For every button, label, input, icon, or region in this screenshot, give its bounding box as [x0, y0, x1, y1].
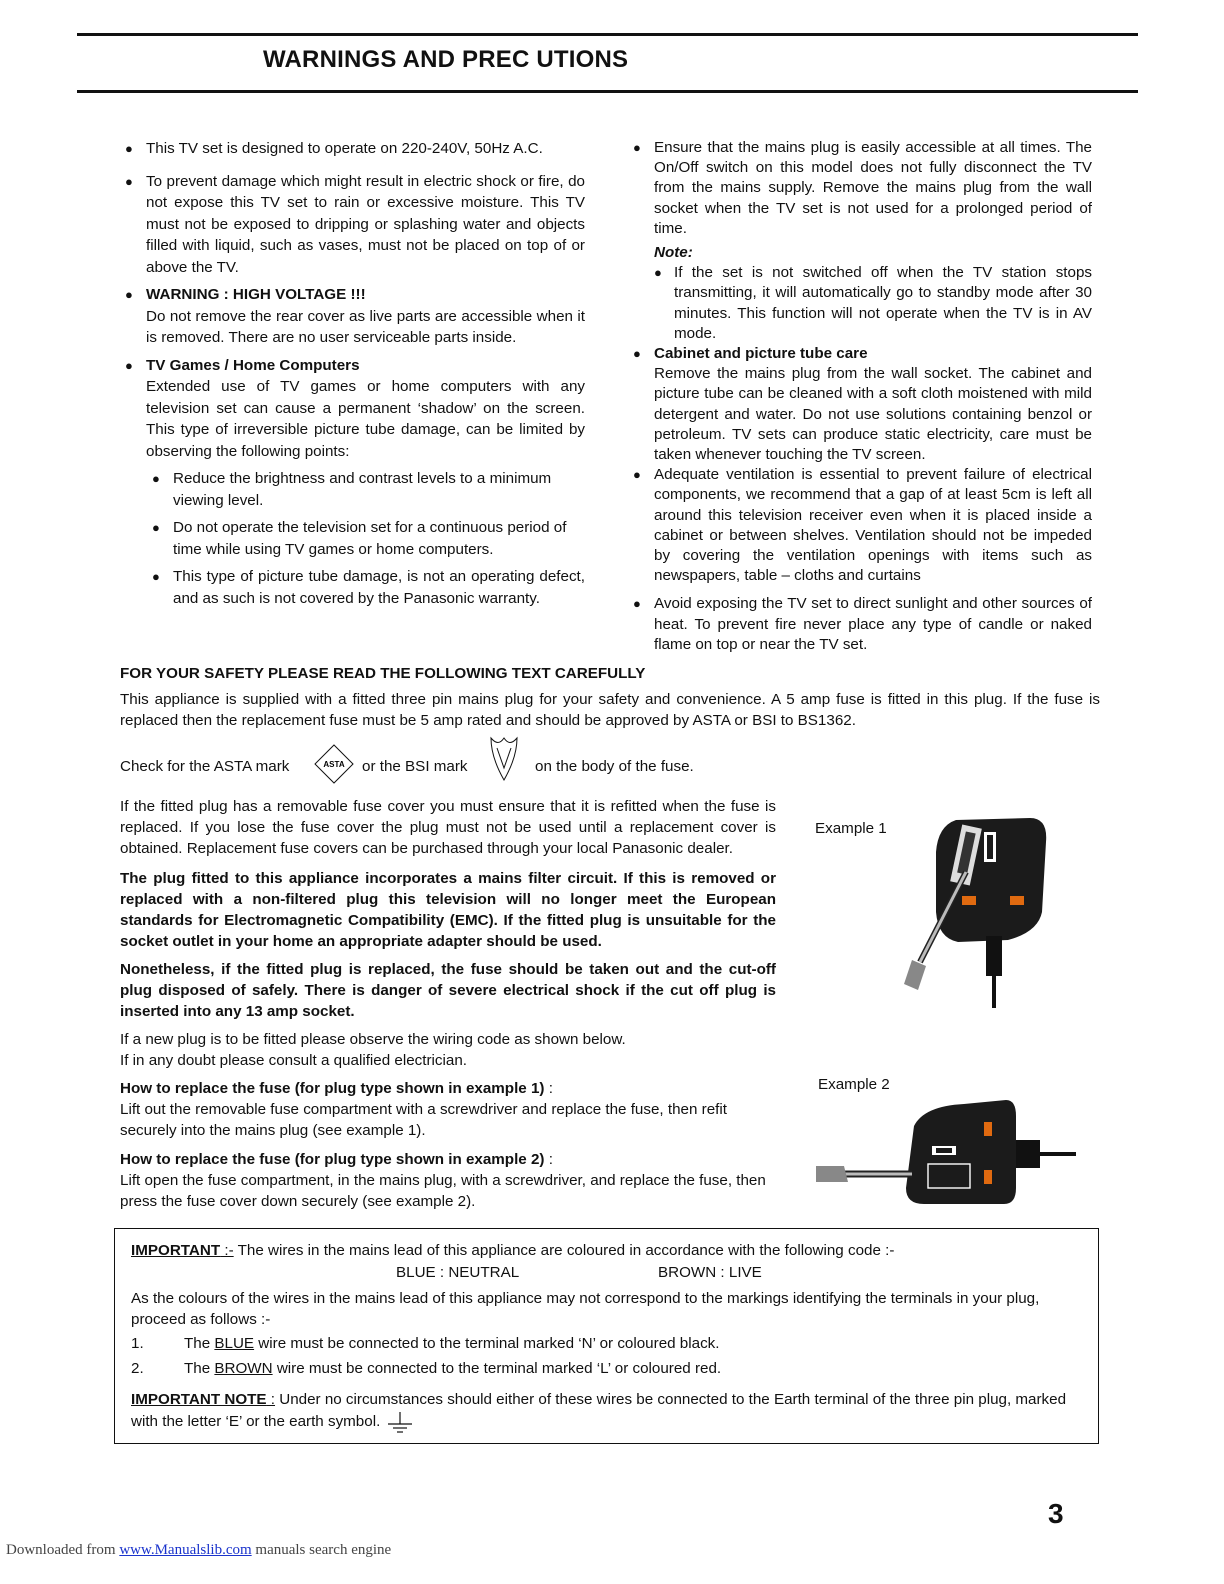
- fuse-replace-example2: How to replace the fuse (for plug type shown in example 2) : Lift open the fuse compartment, in the mains plug, with a screwdriver, and replace the fuse, then press the fuse cover down securely (see example 2).: [120, 1151, 766, 1210]
- important-note: IMPORTANT NOTE : Under no circumstances should either of these wires be connected to the Earth terminal of the three pin plug, marked with the letter ‘E’ or the earth symbol.: [131, 1389, 1083, 1434]
- note-label: Note:: [654, 244, 693, 262]
- tv-games-heading: TV Games / Home Computers: [146, 356, 360, 374]
- list-item: ● Ensure that the mains plug is easily accessible at all times. The On/Off switch on this model does not fully disconnect the TV from the mains supply. Remove the mains plug from the wall socket when the TV set is not used for a prolonged period of time.: [633, 139, 1092, 237]
- bullet-icon: ●: [125, 357, 133, 373]
- left-column: [125, 138, 585, 615]
- top-rule: [77, 33, 1138, 36]
- bsi-kitemark-icon: [484, 734, 524, 790]
- title-underline-rule: [77, 90, 1138, 93]
- manualslib-link[interactable]: www.Manualslib.com: [119, 1542, 252, 1558]
- list-item: ● Avoid exposing the TV set to direct sunlight and other sources of heat. To prevent fire never place any type of candle or naked flame on top or near the TV set.: [633, 595, 1092, 653]
- bullet-icon: ●: [654, 265, 662, 281]
- list-item: ● Adequate ventilation is essential to prevent failure of electrical components, we recommend that a gap of at least 5cm is left all around this television receiver even when it is placed inside a cabinet or between shelves. Ventilation should not be impeded by covering the ventilation openings with items such as newspapers, table – cloths and curtains: [633, 466, 1092, 585]
- sub-list-item: ● This type of picture tube damage, is not an operating defect, and as such is not covered by the Panasonic warranty.: [152, 568, 585, 607]
- brown-live: BROWN : LIVE: [658, 1264, 762, 1281]
- important-intro: IMPORTANT :- The wires in the mains lead of this appliance are coloured in accordance with the following code :-: [131, 1242, 895, 1259]
- bullet-icon: ●: [633, 596, 641, 612]
- bullet-icon: ●: [152, 471, 160, 486]
- bullet-icon: ●: [125, 173, 133, 189]
- bullet-icon: ●: [633, 346, 641, 362]
- cabinet-heading: Cabinet and picture tube care: [654, 345, 868, 363]
- safety-heading: FOR YOUR SAFETY PLEASE READ THE FOLLOWING TEXT CAREFULLY: [120, 665, 646, 682]
- sub-list-item: ● Do not operate the television set for a continuous period of time while using TV games or home computers.: [152, 519, 567, 558]
- important-box: [114, 1228, 1099, 1444]
- sub-list-item: ● Reduce the brightness and contrast levels to a minimum viewing level.: [152, 470, 552, 509]
- wire-step-1: 1. The BLUE wire must be connected to the terminal marked ‘N’ or coloured black.: [131, 1335, 720, 1352]
- list-item: ● Cabinet and picture tube care Remove the mains plug from the wall socket. The cabinet and picture tube can be cleaned with a soft cloth moistened with mild detergent and water. Do not use solutions containing benzol or petroleum. TV sets can produce static electricity, care must be taken whenever touching the TV screen.: [633, 345, 1092, 464]
- plug-example-1-icon: [898, 812, 1058, 1012]
- bullet-icon: ●: [152, 520, 160, 535]
- bullet-icon: ●: [125, 141, 133, 156]
- fuse-replace-example1: How to replace the fuse (for plug type shown in example 1) : Lift out the removable fuse compartment with a screwdriver and replace the fuse, then refit securely into the mains plug (see example 1).: [120, 1080, 727, 1139]
- wiring-note: If a new plug is to be fitted please observe the wiring code as shown below. If in any doubt please consult a qualified electrician.: [120, 1031, 626, 1069]
- note-item: ● If the set is not switched off when the TV station stops transmitting, it will automatically go to standby mode after 30 minutes. This function will not operate when the TV is in AV mode.: [654, 264, 1092, 342]
- page-title: WARNINGS AND PREC UTIONS: [263, 46, 629, 73]
- example-1-label: Example 1: [815, 820, 887, 837]
- list-item: ● WARNING : HIGH VOLTAGE !!! Do not remove the rear cover as live parts are accessible when it is removed. There are no user serviceable parts inside.: [125, 286, 585, 346]
- earth-symbol-icon: [385, 1412, 415, 1434]
- bullet-icon: ●: [633, 467, 641, 483]
- footer: Downloaded from www.Manualslib.com manuals search engine: [6, 1542, 392, 1558]
- warning-heading: WARNING : HIGH VOLTAGE !!!: [146, 286, 366, 303]
- right-column: [633, 138, 1092, 661]
- wire-step-2: 2. The BROWN wire must be connected to the terminal marked ‘L’ or coloured red.: [131, 1360, 722, 1377]
- asta-mark-icon: [313, 742, 355, 788]
- page-number: 3: [1048, 1498, 1064, 1529]
- asta-logo-text: ASTA: [323, 760, 345, 769]
- example-2-label: Example 2: [818, 1076, 890, 1093]
- fuse-cover-paragraph: If the fitted plug has a removable fuse cover you must ensure that it is refitted when the fuse is replaced. If you lose the fuse cover the plug must not be used until a replacement cover is obtained. Replacement fuse covers can be purchased through your local Panasonic dealer.: [120, 798, 776, 857]
- emc-paragraph: The plug fitted to this appliance incorporates a mains filter circuit. If this is removed or replaced with a non-filtered plug this television will no longer meet the European standards for Electromagnetic Compatibility (EMC). If the fitted plug is unsuitable for the socket outlet in your home an appropriate adapter should be used.: [120, 870, 776, 950]
- cut-off-paragraph: Nonetheless, if the fitted plug is replaced, the fuse should be taken out and the cut-off plug disposed of safely. There is danger of severe electrical shock if the cut off plug is inserted into any 13 amp socket.: [120, 961, 776, 1020]
- sub-list: [146, 468, 585, 609]
- list-item: ● This TV set is designed to operate on 220-240V, 50Hz A.C.: [146, 138, 585, 160]
- colour-note: As the colours of the wires in the mains lead of this appliance may not correspond to the markings identifying the terminals in your plug, proceed as follows :-: [131, 1290, 1040, 1328]
- list-item: ● TV Games / Home Computers Extended use of TV games or home computers with any television set can cause a permanent ‘shadow’ on the screen. This type of irreversible picture tube damage, can be limited by observing the following points:: [125, 356, 585, 460]
- blue-neutral: BLUE : NEUTRAL: [396, 1264, 520, 1281]
- bullet-icon: ●: [152, 569, 160, 584]
- bullet-icon: ●: [633, 140, 641, 155]
- plug-example-2-icon: [814, 1096, 1080, 1210]
- list-item: ● To prevent damage which might result in electric shock or fire, do not expose this TV set to rain or excessive moisture. This TV must not be exposed to dripping or splashing water and objects filled with liquid, such as vases, must not be placed on top of or above the TV.: [125, 172, 585, 276]
- fuse-mark-line: Check for the ASTA mark ASTA or the BSI mark on the body of the fuse.: [120, 742, 820, 794]
- safety-paragraph: This appliance is supplied with a fitted three pin mains plug for your safety and convenience. A 5 amp fuse is fitted in this plug. If the fuse is replaced then the replacement fuse must be 5 amp rated and should be approved by ASTA or BSI to BS1362.: [120, 691, 1100, 729]
- bullet-icon: ●: [125, 287, 133, 302]
